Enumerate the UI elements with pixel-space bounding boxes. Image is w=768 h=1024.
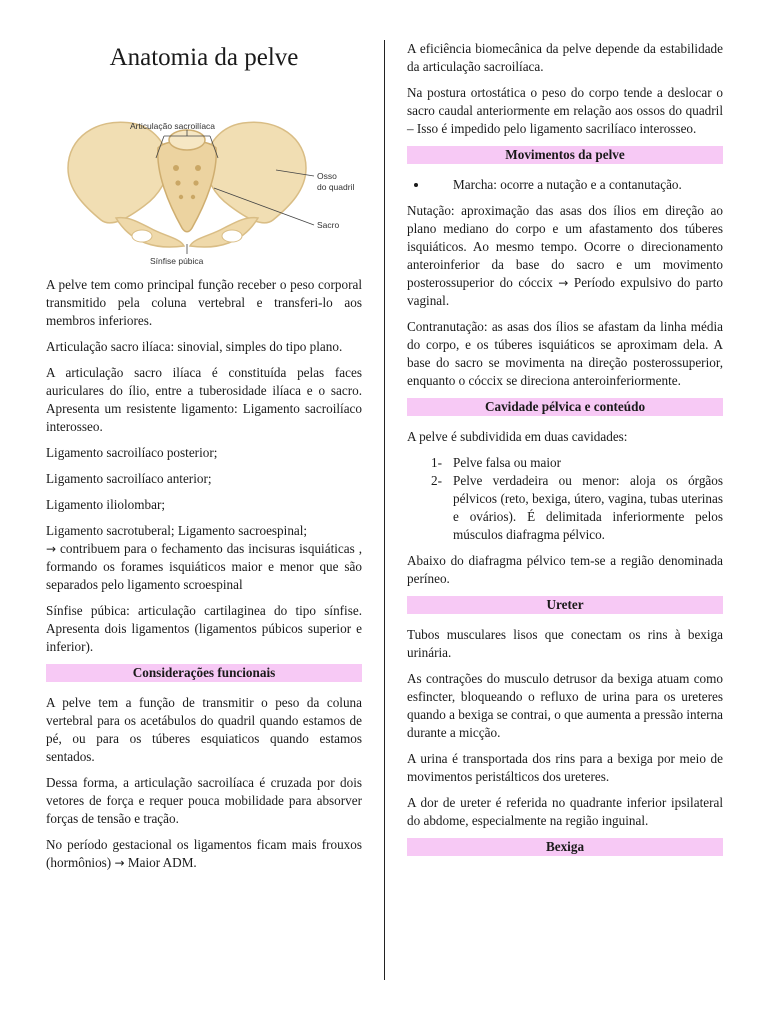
paragraph: Ligamento sacroilíaco posterior; xyxy=(46,445,218,460)
paragraph: A pelve tem como principal função receber o peso corporal transmitido pela coluna vertebral e transferi-lo aos membros inferiores. xyxy=(46,277,362,328)
paragraph: Tubos musculares lisos que conectam os rins à bexiga urinária. xyxy=(407,627,723,660)
section-header: Cavidade pélvica e conteúdo xyxy=(407,398,723,416)
pelvis-illustration xyxy=(46,78,362,268)
paragraph: Articulação sacro ilíaca: sinovial, simples do tipo plano. xyxy=(46,339,343,354)
label-osso: Osso xyxy=(317,171,337,181)
list-item xyxy=(407,454,723,472)
paragraph: A eficiência biomecânica da pelve depende da estabilidade da articulação sacroilíaca. xyxy=(407,41,723,74)
list-number: 1- xyxy=(431,455,442,470)
paragraph: A urina é transportada dos rins para a bexiga por meio de movimentos peristálticos dos ureteres. xyxy=(407,751,723,784)
section-header: Bexiga xyxy=(407,838,723,856)
list-number: 2- xyxy=(431,473,442,488)
text-span: Ligamento sacrotuberal; Ligamento sacroespinal; xyxy=(46,523,308,538)
column-divider xyxy=(384,40,385,980)
list-text: Pelve verdadeira ou menor: aloja os órgãos pélvicos (reto, bexiga, útero, vagina, tubas uterinas e ovários). É delimitada inferiormente pelos músculos diafragma pélvico. xyxy=(453,473,723,542)
bullet-list xyxy=(407,176,723,194)
paragraph: Contranutação: as asas dos ílios se afastam da linha média do corpo, e os túberes isquiáticos se aproximam dela. A base do sacro se movimenta na direção posterossuperior, enquanto o cóccix se direciona anteroinferiormente. xyxy=(407,319,723,388)
section-header: Movimentos da pelve xyxy=(407,146,723,164)
paragraph xyxy=(46,836,362,872)
list-item xyxy=(407,472,723,544)
arrow-icon: → xyxy=(46,542,57,556)
section-header: Ureter xyxy=(407,596,723,614)
paragraph: A pelve é subdividida em duas cavidades: xyxy=(407,429,628,444)
numbered-list xyxy=(407,454,723,544)
paragraph xyxy=(407,202,723,310)
text-span: Maior ADM. xyxy=(124,855,197,870)
paragraph: Sínfise púbica: articulação cartilaginea do tipo sínfise. Apresenta dois ligamentos (ligamentos púbicos superior e inferior). xyxy=(46,603,362,654)
arrow-icon: → xyxy=(558,276,569,290)
text-span: Nutação: aproximação das asas dos ílios em direção ao plano mediano do corpo e um afastamento dos túberes isquiáticos. Ao mesmo tempo. Ocorre o direcionamento anteroinferior da base do sacro e um movimento posterossuperior do cóccix xyxy=(407,203,723,290)
paragraph xyxy=(46,522,362,594)
text-span: No período gestacional os ligamentos ficam mais frouxos (hormônios) xyxy=(46,837,362,870)
left-column xyxy=(46,40,362,880)
paragraph: A dor de ureter é referida no quadrante inferior ipsilateral do abdome, especialmente na região inguinal. xyxy=(407,795,723,828)
pelvis-figure xyxy=(46,78,362,268)
page-title: Anatomia da pelve xyxy=(109,44,299,71)
list-text: Pelve falsa ou maior xyxy=(453,455,562,470)
paragraph: Na postura ortostática o peso do corpo tende a deslocar o sacro caudal anteriormente em relação aos ossos do quadril – Isso é impedido pelo ligamento sacrilíaco interosseo. xyxy=(407,85,723,136)
paragraph: A pelve tem a função de transmitir o peso da coluna vertebral para os acetábulos do quadril quando estamos de pé, ou para os túberes esquiaticos quando estamos sentados. xyxy=(46,695,362,764)
right-column xyxy=(407,40,723,868)
label-do-quadril: do quadril xyxy=(317,182,355,192)
label-sinfise-pubica: Sínfise púbica xyxy=(150,256,204,266)
paragraph: Dessa forma, a articulação sacroilíaca é cruzada por dois vetores de força e requer pouca mobilidade para absorver forças de tensão e tração. xyxy=(46,775,362,826)
paragraph: Ligamento iliolombar; xyxy=(46,497,166,512)
section-header: Considerações funcionais xyxy=(46,664,362,682)
paragraph: A articulação sacro ilíaca é constituída pelas faces auriculares do ílio, entre a tuberosidade ilíaca e o sacro. Apresenta um resistente ligamento: Ligamento sacroilíaco interosseo. xyxy=(46,365,362,434)
label-sacro: Sacro xyxy=(317,220,340,230)
arrow-icon: → xyxy=(114,856,125,870)
paragraph: Ligamento sacroilíaco anterior; xyxy=(46,471,212,486)
label-articulacao-sacroiliaca: Articulação sacroilíaca xyxy=(130,121,216,131)
text-span: contribuem para o fechamento das incisuras isquiáticas , formando os forames isquiáticos maior e menor que são separados pelo ligamento scroespinal xyxy=(46,541,362,592)
paragraph: Abaixo do diafragma pélvico tem-se a região denominada períneo. xyxy=(407,553,723,586)
list-item: • Marcha: ocorre a nutação e a contanutação. xyxy=(429,176,723,194)
text-span: Período expulsivo do parto vaginal. xyxy=(407,275,723,308)
paragraph: As contrações do musculo detrusor da bexiga atuam como esfincter, bloqueando o refluxo de urina para os ureteres quando a bexiga se contrai, o que aumenta a pressão interna durante a micção. xyxy=(407,671,724,740)
